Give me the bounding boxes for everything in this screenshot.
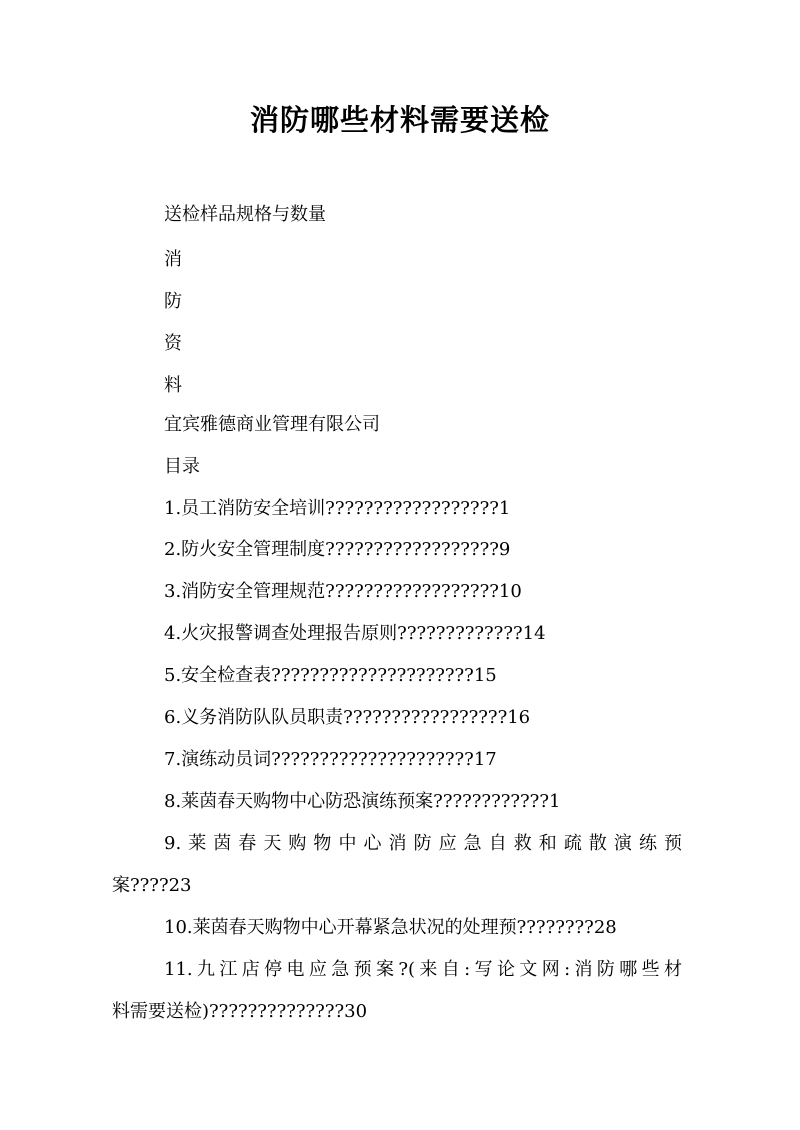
toc-heading: 目录 (164, 456, 200, 477)
vertical-char-2: 防 (164, 291, 182, 312)
toc-item-3: 3.消防安全管理规范??????????????????10 (164, 581, 522, 602)
vertical-char-3: 资 (164, 333, 182, 354)
toc-item-11-line-1: 11.九江店停电应急预案?(来自:写论文网:消防哪些材 (164, 959, 682, 980)
document-title: 消防哪些材料需要送检 (249, 103, 550, 137)
toc-item-8: 8.莱茵春天购物中心防恐演练预案????????????1 (164, 791, 561, 812)
toc-item-5: 5.安全检查表?????????????????????15 (164, 665, 497, 686)
toc-item-11-line-2: 料需要送检)??????????????30 (112, 1001, 368, 1022)
vertical-char-1: 消 (164, 249, 182, 270)
toc-item-2: 2.防火安全管理制度??????????????????9 (164, 539, 511, 560)
toc-item-4: 4.火灾报警调查处理报告原则?????????????14 (164, 623, 546, 644)
vertical-char-4: 料 (164, 375, 182, 396)
toc-item-7: 7.演练动员词?????????????????????17 (164, 749, 497, 770)
toc-item-1: 1.员工消防安全培训??????????????????1 (164, 498, 511, 519)
toc-item-9-line-2: 案????23 (112, 875, 192, 896)
toc-item-6: 6.义务消防队队员职责?????????????????16 (164, 707, 531, 728)
toc-item-9-line-1: 9.莱茵春天购物中心消防应急自救和疏散演练预 (164, 833, 682, 854)
company-name: 宜宾雅德商业管理有限公司 (164, 414, 380, 435)
sample-spec-line: 送检样品规格与数量 (164, 204, 326, 225)
toc-item-10: 10.莱茵春天购物中心开幕紧急状况的处理预????????28 (164, 917, 617, 938)
